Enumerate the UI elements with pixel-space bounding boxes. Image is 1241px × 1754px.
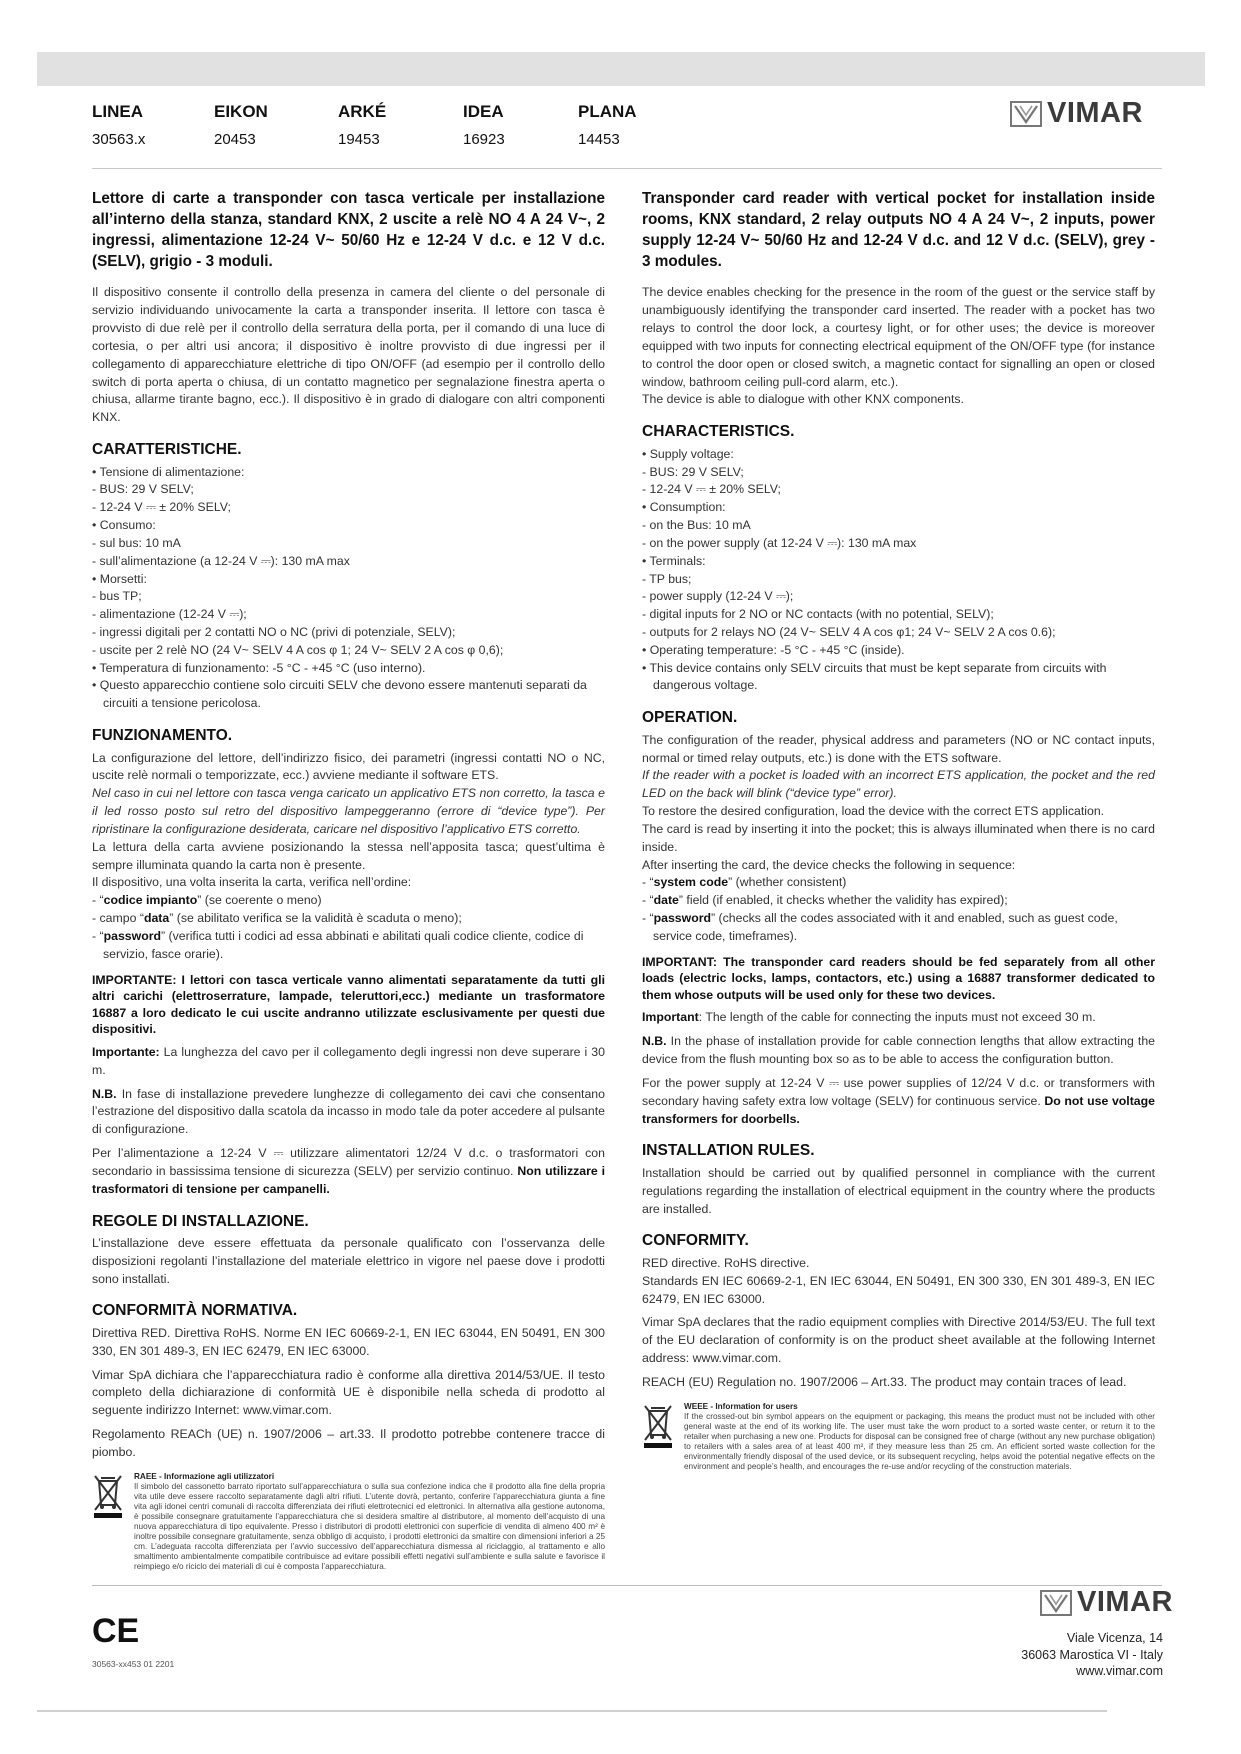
address-city: 36063 Marostica VI - Italy bbox=[1021, 1647, 1163, 1662]
line-name: LINEA bbox=[92, 102, 143, 121]
product-title: Lettore di carte a transponder con tasca verticale per installazione all’interno della stanza, standard KNX, 2 uscite a relè NO 4 A 24 V~, 2 ingressi, alimentazione 12-24 V~ 50/60 Hz e 12-24 V d.c. e 12 V d.c. (SELV), grigio - 3 moduli. bbox=[92, 190, 605, 271]
reach-text: REACH (EU) Regulation no. 1907/2006 – Art.33. The product may contain traces of lead. bbox=[642, 1374, 1127, 1389]
important-note: IMPORTANTE: I lettori con tasca verticale vanno alimentati separatamente da tutti gli altri carichi (elettroserrature, lampade, teleruttori,ecc.) mediante un trasformatore 16887 a loro dedicato le cui uscite andranno utilizzate esclusivamente per questi due dispositivi. bbox=[92, 972, 605, 1037]
list-item: - power supply (12-24 V ⎓); bbox=[642, 589, 794, 604]
vimar-logo-icon bbox=[1010, 101, 1042, 127]
operation-text: La lettura della carta avviene posizionando la stessa nell’apposita tasca; quest’ultima è sempre illuminata quando la carta non è presente. bbox=[92, 839, 605, 872]
list-item: - ingressi digitali per 2 contatti NO o NC (privi di potenziale, SELV); bbox=[92, 624, 456, 639]
list-item: - sull’alimentazione (a 12-24 V ⎓): 130 mA max bbox=[92, 553, 350, 568]
operation-text: After inserting the card, the device checks the following in sequence: bbox=[642, 857, 1016, 872]
section-title: OPERATION. bbox=[642, 709, 738, 727]
important-note: IMPORTANT: The transponder card readers should be fed separately from all other loads (electric locks, lamps, contactors, etc.) using a 16887 transformer dedicated to them whose outputs will be used only for these two devices. bbox=[642, 954, 1155, 1002]
vimar-logo-footer bbox=[1040, 1588, 1173, 1617]
list-item: - “codice impianto” (se coerente o meno) bbox=[92, 893, 322, 908]
line-name: EIKON bbox=[214, 102, 268, 121]
list-item: - TP bus; bbox=[642, 571, 692, 586]
line-name: PLANA bbox=[578, 102, 637, 121]
section-title: INSTALLATION RULES. bbox=[642, 1142, 815, 1160]
conformity-text: Direttiva RED. Direttiva RoHS. Norme EN IEC 60669-2-1, EN IEC 63044, EN 50491, EN 300 330, EN 301 489-3, EN IEC 62479, EN IEC 63000. bbox=[92, 1325, 605, 1358]
line-arke bbox=[338, 102, 386, 148]
list-item: • Operating temperature: -5 °C - +45 °C (inside). bbox=[642, 642, 905, 657]
bottom-rule bbox=[37, 1710, 1107, 1712]
install-text: Installation should be carried out by qualified personnel in compliance with the current regulations regarding the installation of electrical equipment in the country where the products are installed. bbox=[642, 1165, 1155, 1216]
operation-error-text: If the reader with a pocket is loaded with an incorrect ETS application, the pocket and the red LED on the back will blink (“device type” error). bbox=[642, 768, 1155, 801]
ce-mark: CE bbox=[92, 1612, 140, 1650]
line-code: 14453 bbox=[578, 131, 620, 148]
conformity-text: RED directive. RoHS directive. bbox=[642, 1255, 810, 1270]
list-item: - alimentazione (12-24 V ⎓); bbox=[92, 607, 247, 622]
nb-note: N.B. In fase di installazione prevedere lunghezze di collegamento dei cavi che consentano l’estrazione del dispositivo dalla scatola da incasso in modo tale da poter accedere al pulsante di configurazione. bbox=[92, 1086, 605, 1137]
vimar-logo-icon bbox=[1040, 1590, 1072, 1616]
line-linea bbox=[92, 102, 145, 148]
section-title: FUNZIONAMENTO. bbox=[92, 727, 233, 745]
list-item: - “system code” (whether consistent) bbox=[642, 875, 847, 890]
list-item: - outputs for 2 relays NO (24 V~ SELV 4 A cos φ1; 24 V~ SELV 2 A cos 0.6); bbox=[642, 624, 1056, 639]
brand-name: VIMAR bbox=[1047, 97, 1143, 129]
list-item: - 12-24 V ⎓ ± 20% SELV; bbox=[92, 500, 231, 515]
install-text: L’installazione deve essere effettuata da personale qualificato con l’osservanza delle disposizioni regolanti l’installazione del materiale elettrico in vigore nel paese dove i prodotti sono installati. bbox=[92, 1236, 605, 1286]
list-item: • Consumo: bbox=[92, 518, 156, 533]
line-plana bbox=[578, 102, 637, 148]
list-item: • Supply voltage: bbox=[642, 446, 734, 461]
weee-text: Il simbolo del cassonetto barrato riportato sull’apparecchiatura o sulla sua confezione indica che il prodotto alla fine della propria vita utile deve essere raccolto separatamente dagli altri rifiuti. L’utente dovrà, pertanto, conferire l’apparecchiatura giunta a fine vita agli idonei centri comunali di raccolta differenziata dei rifiuti elettrotecnici ed elettronici. In alternativa alla gestione autonoma, è possibile consegnare gratuitamente l’apparecchiatura che si desidera smaltire al distributore, al momento dell’acquisto di una nuova apparecchiatura di tipo equivalente. Presso i distributori di prodotti elettronici con superficie di vendita di almeno 400 m² è inoltre possibile consegnare gratuitamente, senza obbligo di acquisto, i prodotti elettronici da smaltire con dimensioni inferiori a 25 cm. L’adeguata raccolta differenziata per l’avvio successivo dell’apparecchiatura dismessa al riciclaggio, al trattamento e allo smaltimento ambientalmente compatibile contribuisce ad evitare possibili effetti negativi sull’ambiente e sulla salute e favorisce il reimpiego e/o riciclo dei materiali di cui è composta l’apparecchiatura. bbox=[134, 1481, 605, 1571]
nb-note: N.B. In the phase of installation provide for cable connection lengths that allow extracting the device from the flush mounting box so as to be able to access the configuration button. bbox=[642, 1034, 1155, 1067]
section-title: CONFORMITÀ NORMATIVA. bbox=[92, 1302, 298, 1320]
weee-title: RAEE - Informazione agli utilizzatori bbox=[134, 1471, 275, 1481]
conformity-text: Vimar SpA dichiara che l’apparecchiatura radio è conforme alla direttiva 2014/53/UE. Il testo completo della dichiarazione di conformità UE è disponibile nella scheda di prodotto al seguente indirizzo Internet: www.vimar.com. bbox=[92, 1367, 605, 1418]
intro-text: The device enables checking for the presence in the room of the guest or the service staff by unambiguously identifying the transponder card inserted. The reader with a pocket has two relays to control the door lock, a courtesy light, or for other uses; the device is moreover equipped with two inputs for connecting electrical equipment of the ON/OFF type (for instance to control the door open or closed switch, a magnetic contact for signalling an open or closed window, bathroom ceiling pull-cord alarm, etc.). bbox=[642, 285, 1155, 389]
line-code: 20453 bbox=[214, 131, 256, 148]
cable-note: Important: The length of the cable for connecting the inputs must not exceed 30 m. bbox=[642, 1010, 1096, 1025]
website: www.vimar.com bbox=[1076, 1664, 1163, 1678]
crossed-bin-icon bbox=[92, 1472, 124, 1518]
list-item: - sul bus: 10 mA bbox=[92, 535, 181, 550]
power-note: For the power supply at 12-24 V ⎓ use power supplies of 12/24 V d.c. or transformers with secondary having safety extra low voltage (SELV) for continuous service. Do not use voltage transformers for doorbells. bbox=[642, 1075, 1155, 1126]
list-item: • Tensione di alimentazione: bbox=[92, 464, 245, 479]
line-eikon bbox=[214, 102, 268, 148]
list-item: • Terminals: bbox=[642, 553, 706, 568]
header-divider bbox=[92, 168, 1162, 169]
list-item: - campo “data” (se abilitato verifica se la validità è scaduta o meno); bbox=[92, 911, 462, 926]
line-idea bbox=[463, 102, 505, 148]
conformity-text: Standards EN IEC 60669-2-1, EN IEC 63044, EN 50491, EN 300 330, EN 301 489-3, EN IEC 62479, EN IEC 63000. bbox=[642, 1273, 1155, 1306]
list-item: - “password” (verifica tutti i codici ad essa abbinati e abilitati quali codice cliente, codice di servizio, fasce orarie). bbox=[92, 928, 584, 961]
weee-text: If the crossed-out bin symbol appears on the equipment or packaging, this means the product must not be included with other general waste at the end of its working life. The user must take the worn product to a sorted waste center, or return it to the retailer when purchasing a new one. Products for disposal can be consigned free of charge (without any new purchase obligation) to retailers with a sales area of at least 400 m², if they measure less than 25 cm. An efficient sorted waste collection for the environmentally friendly disposal of the used device, or its subsequent recycling, helps avoid the potential negative effects on the environment and people’s health, and encourages the re-use and/or recycling of the construction materials. bbox=[684, 1411, 1155, 1471]
operation-text: La configurazione del lettore, dell’indirizzo fisico, dei parametri (ingressi contatti NO o NC, uscite relè normali o temporizzate, ecc.) avviene mediante il software ETS. bbox=[92, 750, 605, 783]
column-italian bbox=[92, 188, 605, 1572]
section-title: CONFORMITY. bbox=[642, 1232, 749, 1250]
line-code: 30563.x bbox=[92, 131, 146, 148]
characteristics-list bbox=[92, 464, 605, 714]
weee-text-block bbox=[134, 1472, 605, 1572]
footer-divider bbox=[92, 1585, 1162, 1586]
list-item: - BUS: 29 V SELV; bbox=[642, 464, 744, 479]
document-id: 30563-xx453 01 2201 bbox=[92, 1659, 175, 1669]
characteristics-list bbox=[642, 446, 1155, 696]
conformity-text: Vimar SpA declares that the radio equipment complies with Directive 2014/53/EU. The full text of the EU declaration of conformity is on the product sheet available at the following Internet address: www.vimar.com. bbox=[642, 1315, 1155, 1366]
list-item: • This device contains only SELV circuits that must be kept separate from circuits with dangerous voltage. bbox=[642, 660, 1107, 693]
section-title: REGOLE DI INSTALLAZIONE. bbox=[92, 1212, 309, 1230]
list-item: - 12-24 V ⎓ ± 20% SELV; bbox=[642, 482, 781, 497]
line-code: 16923 bbox=[463, 131, 505, 148]
checks-list bbox=[642, 874, 1155, 945]
list-item: - “password” (checks all the codes associated with it and enabled, such as guest code, service code, timeframes). bbox=[642, 911, 1118, 943]
line-name: ARKÉ bbox=[338, 102, 387, 121]
list-item: - bus TP; bbox=[92, 589, 142, 604]
cable-note: Importante: La lunghezza del cavo per il collegamento degli ingressi non deve superare i 30 m. bbox=[92, 1044, 605, 1077]
brand-name: VIMAR bbox=[1077, 1586, 1173, 1618]
list-item: - BUS: 29 V SELV; bbox=[92, 482, 194, 497]
operation-text: To restore the desired configuration, load the device with the correct ETS application. bbox=[642, 804, 1105, 819]
intro-text: Il dispositivo consente il controllo della presenza in camera del cliente o del personale di servizio individuando univocamente la carta a transponder inserita. Il lettore con tasca è provvisto di due relè per il controllo della serratura della porta, per il comando di una luce di cortesia, o per altri usi ancora; il dispositivo è inoltre provvisto di due ingressi per il collegamento di apparecchiature elettriche di tipo ON/OFF (ad esempio per il controllo dello switch di porta aperta o chiusa, di un contatto magnetico per segnalazione finestra aperta o chiusa, allarme tirante bagno, ecc.). Il dispositivo è in grado di dialogare con altri componenti KNX. bbox=[92, 285, 605, 425]
operation-text: The card is read by inserting it into the pocket; this is always illuminated when there is no card inside. bbox=[642, 821, 1155, 854]
operation-error-text: Nel caso in cui nel lettore con tasca venga caricato un applicativo ETS non corretto, la tasca e il led rosso posto sul retro del dispositivo lampeggeranno (errore di “device type”). Per ripristinare la configurazione desiderata, caricare nel dispositivo l’applicativo ETS corretto. bbox=[92, 786, 605, 836]
list-item: • Questo apparecchio contiene solo circuiti SELV che devono essere mantenuti separati da circuiti a tensione pericolosa. bbox=[92, 678, 587, 711]
column-english bbox=[642, 188, 1155, 1472]
list-item: - uscite per 2 relè NO (24 V~ SELV 4 A cos φ 1; 24 V~ SELV 2 A cos φ 0,6); bbox=[92, 642, 504, 657]
company-address bbox=[1021, 1630, 1163, 1680]
section-title: CARATTERISTICHE. bbox=[92, 441, 242, 459]
list-item: - on the power supply (at 12-24 V ⎓): 130 mA max bbox=[642, 535, 917, 550]
header-bar bbox=[37, 52, 1205, 86]
line-code: 19453 bbox=[338, 131, 380, 148]
section-title: CHARACTERISTICS. bbox=[642, 423, 795, 441]
list-item: • Temperatura di funzionamento: -5 °C - +45 °C (uso interno). bbox=[92, 660, 426, 675]
list-item: - on the Bus: 10 mA bbox=[642, 518, 751, 533]
weee-notice bbox=[642, 1402, 1155, 1472]
vimar-logo bbox=[1010, 99, 1143, 128]
weee-title: WEEE - Information for users bbox=[684, 1401, 798, 1411]
power-note: Per l’alimentazione a 12-24 V ⎓ utilizzare alimentatori 12/24 V d.c. o trasformatori con secondario in bassissima tensione di sicurezza (SELV) per servizio continuo. Non utilizzare i trasformatori di tensione per campanelli. bbox=[92, 1146, 606, 1196]
operation-text: Il dispositivo, una volta inserita la carta, verifica nell’ordine: bbox=[92, 875, 412, 890]
list-item: - digital inputs for 2 NO or NC contacts (with no potential, SELV); bbox=[642, 607, 994, 622]
address-street: Viale Vicenza, 14 bbox=[1066, 1631, 1163, 1645]
crossed-bin-icon bbox=[642, 1402, 674, 1448]
product-title: Transponder card reader with vertical pocket for installation inside rooms, KNX standard, 2 relay outputs NO 4 A 24 V~, 2 inputs, power supply 12-24 V~ 50/60 Hz and 12-24 V d.c. and 12 V d.c. (SELV), grey - 3 modules. bbox=[642, 190, 1155, 271]
checks-list bbox=[92, 892, 605, 963]
product-lines bbox=[92, 102, 712, 152]
list-item: • Consumption: bbox=[642, 500, 726, 515]
reach-text: Regolamento REACh (UE) n. 1907/2006 – art.33. Il prodotto potrebbe contenere tracce di piombo. bbox=[92, 1427, 605, 1459]
intro-text: The device is able to dialogue with other KNX components. bbox=[642, 392, 964, 407]
weee-notice bbox=[92, 1472, 605, 1572]
operation-text: The configuration of the reader, physical address and parameters (NO or NC contact inputs, normal or timed relay outputs, etc.) is done with the ETS software. bbox=[642, 732, 1155, 765]
line-name: IDEA bbox=[463, 102, 504, 121]
weee-text-block bbox=[684, 1402, 1155, 1472]
list-item: • Morsetti: bbox=[92, 571, 147, 586]
list-item: - “date” field (if enabled, it checks whether the validity has expired); bbox=[642, 893, 1008, 908]
